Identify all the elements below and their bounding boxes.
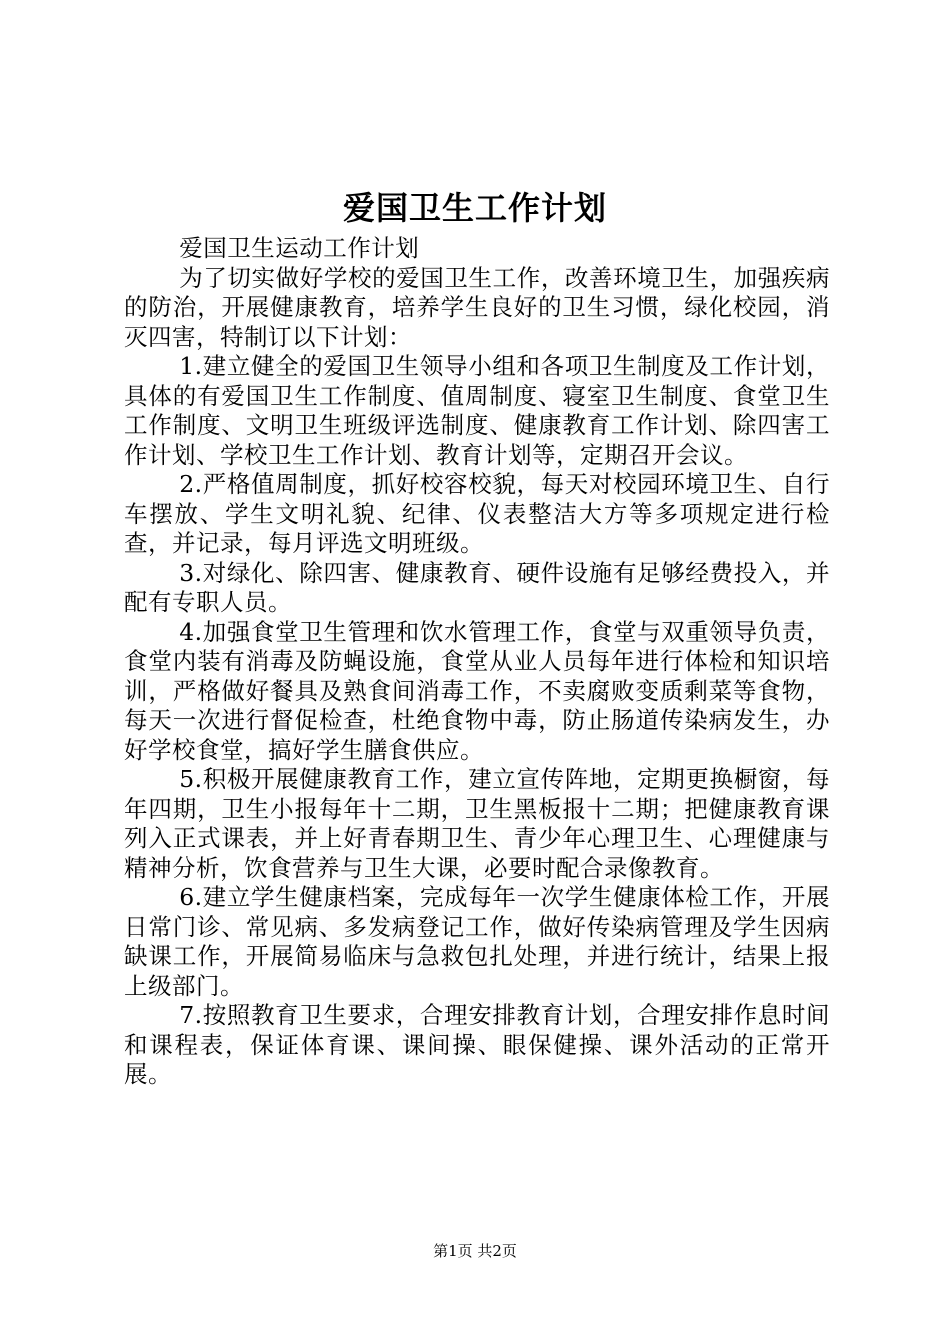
paragraph-item-7: 7.按照教育卫生要求，合理安排教育计划，合理安排作息时间和课程表，保证体育课、课间操、眼保健操、课外活动的正常开展。 [124,1001,830,1088]
document-body [124,234,830,1090]
paragraph-item-3: 3.对绿化、除四害、健康教育、硬件设施有足够经费投入，并配有专职人员。 [124,558,830,616]
paragraph-item-4: 4.加强食堂卫生管理和饮水管理工作，食堂与双重领导负责，食堂内装有消毒及防蝇设施，食堂从业人员每年进行体检和知识培训，严格做好餐具及熟食间消毒工作，不卖腐败变质剩菜等食物，每天一次进行督促检查，杜绝食物中毒，防止肠道传染病发生，办好学校食堂，搞好学生膳食供应。 [124,617,830,764]
document-title: 爱国卫生工作计划 [342,189,607,227]
paragraph-subtitle: 爱国卫生运动工作计划 [179,234,420,262]
paragraph-item-6: 6.建立学生健康档案，完成每年一次学生健康体检工作，开展日常门诊、常见病、多发病登记工作，做好传染病管理及学生因病缺课工作，开展简易临床与急救包扎处理，并进行统计，结果上报上级部门。 [124,883,830,1000]
page-footer: 第1页 共2页 [433,1242,517,1260]
paragraph-item-1: 1.建立健全的爱国卫生领导小组和各项卫生制度及工作计划，具体的有爱国卫生工作制度、值周制度、寝室卫生制度、食堂卫生工作制度、文明卫生班级评选制度、健康教育工作计划、除四害工作计划、学校卫生工作计划、教育计划等，定期召开会议。 [124,352,830,469]
paragraph-intro: 为了切实做好学校的爱国卫生工作，改善环境卫生，加强疾病的防治，开展健康教育，培养学生良好的卫生习惯，绿化校园，消灭四害，特制订以下计划： [124,263,830,351]
paragraph-item-2: 2.严格值周制度，抓好校容校貌，每天对校园环境卫生、自行车摆放、学生文明礼貌、纪律、仪表整洁大方等多项规定进行检查，并记录，每月评选文明班级。 [124,470,830,557]
paragraph-item-5: 5.积极开展健康教育工作，建立宣传阵地，定期更换橱窗，每年四期，卫生小报每年十二期，卫生黑板报十二期；把健康教育课列入正式课表，并上好青春期卫生、青少年心理卫生、心理健康与精神分析，饮食营养与卫生大课，必要时配合录像教育。 [124,765,830,882]
